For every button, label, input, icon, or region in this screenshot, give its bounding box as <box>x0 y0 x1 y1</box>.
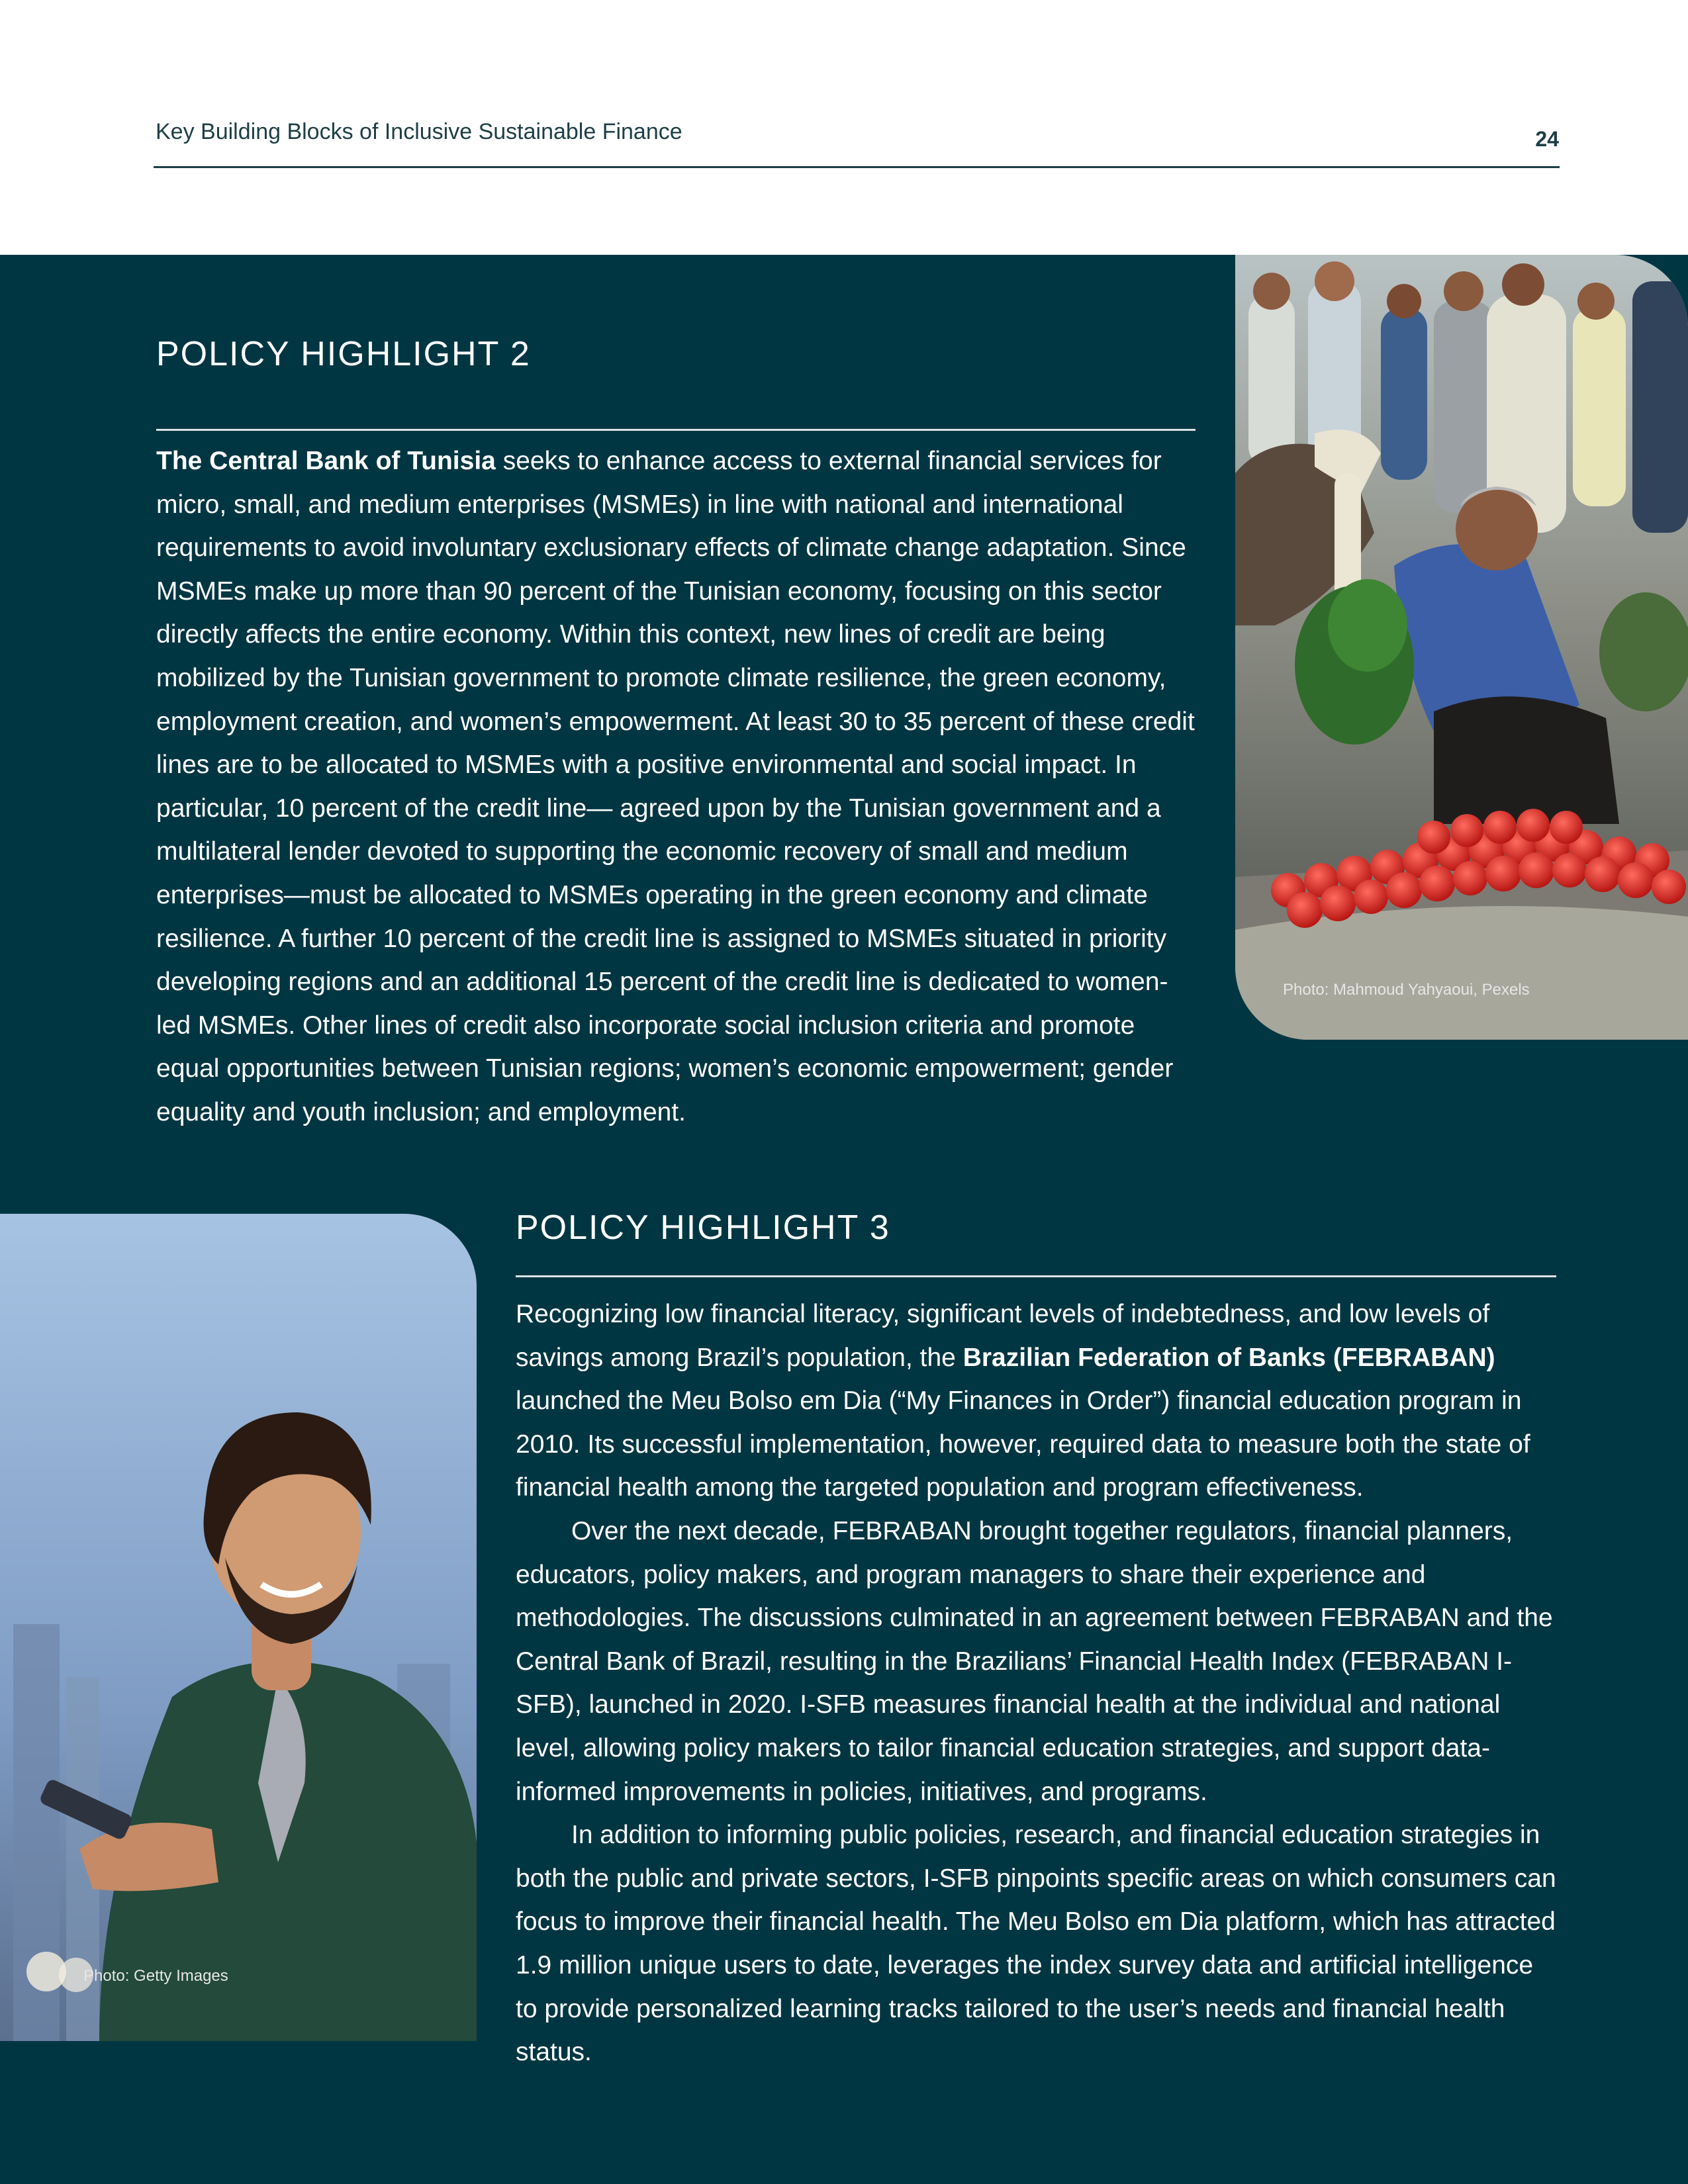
policy-highlight-2-text: seeks to enhance access to external financial services for micro, small, and medium enterprises (MSMEs) in line with national and international requirements to avoid involuntary exclusionary effects of climate change adaptation. Since MSMEs make up more than 90 percent of the Tunisian economy, focusing on this sector directly affects the entire economy. Within this context, new lines of credit are being mobilized by the Tunisian government to promote climate resilience, the green economy, employment creation, and women’s empowerment. At least 30 to 35 percent of these credit lines are to be allocated to MSMEs with a positive environmental and social impact. In particular, 10 percent of the credit line— agreed upon by the Tunisian government and a multilateral lender devoted to supporting the economic recovery of small and medium enterprises—must be allocated to MSMEs operating in the green economy and climate resilience. A further 10 percent of the credit line is assigned to MSMEs situated in priority developing regions and an additional 15 percent of the credit line is dedicated to women-led MSMEs. Other lines of credit also incorporate social inclusion criteria and promote equal opportunities between Tunisian regions; women’s economic empowerment; gender equality and youth inclusion; and employment. <box>156 447 1195 1126</box>
running-header-title: Key Building Blocks of Inclusive Sustainable Finance <box>156 119 682 144</box>
central-bank-tunisia-name: The Central Bank of Tunisia <box>156 447 496 475</box>
market-vendor-photo <box>1235 255 1688 1040</box>
policy-highlight-3-p1-start: Recognizing low financial literacy, significant levels of indebtedness, and low levels of savings among Brazil’s population, the <box>516 1300 1490 1372</box>
policy-highlight-3-p3: In addition to informing public policies, research, and financial education strategies in both the public and private sectors, I-SFB pinpoints specific areas on which consumers can focus to improve their financial health. The Meu Bolso em Dia platform, which has attracted 1.9 million unique users to date, leverages the index survey data and artificial intelligence to provide personalized learning tracks tailored to the user’s needs and financial health status. <box>516 1821 1556 2067</box>
policy-highlight-3-p2: Over the next decade, FEBRABAN brought together regulators, financial planners, educators, policy makers, and program managers to share their experience and methodologies. The discussions culminated in an agreement between FEBRABAN and the Central Bank of Brazil, resulting in the Brazilians’ Financial Health Index (FEBRABAN I-SFB), launched in 2020. I-SFB measures financial health at the individual and national level, allowing policy makers to tailor financial education strategies, and support data-informed improvements in policies, initiatives, and programs. <box>516 1516 1553 1806</box>
policy-highlight-2-divider <box>156 429 1196 431</box>
policy-highlight-3-p1-end: launched the Meu Bolso em Dia (“My Finances in Order”) financial education program in 2010. Its successful implementation, however, required data to measure both the state of financial health among the targeted population and program effectiveness. <box>516 1387 1530 1502</box>
policy-highlight-3-divider <box>516 1275 1556 1277</box>
page-number: 24 <box>1535 127 1559 151</box>
policy-highlight-2-heading: POLICY HIGHLIGHT 2 <box>156 335 531 373</box>
header-divider <box>154 166 1560 168</box>
photo-credit-portrait: Photo: Getty Images <box>83 1967 228 1985</box>
febraban-name: Brazilian Federation of Banks (FEBRABAN) <box>962 1343 1495 1372</box>
photo-credit-market: Photo: Mahmoud Yahyaoui, Pexels <box>1283 981 1530 999</box>
policy-highlight-3-body <box>516 1293 1556 2074</box>
policy-highlight-2-body <box>156 439 1202 1134</box>
policy-highlight-3-heading: POLICY HIGHLIGHT 3 <box>516 1208 890 1247</box>
smiling-man-with-phone-photo <box>0 1214 477 2041</box>
